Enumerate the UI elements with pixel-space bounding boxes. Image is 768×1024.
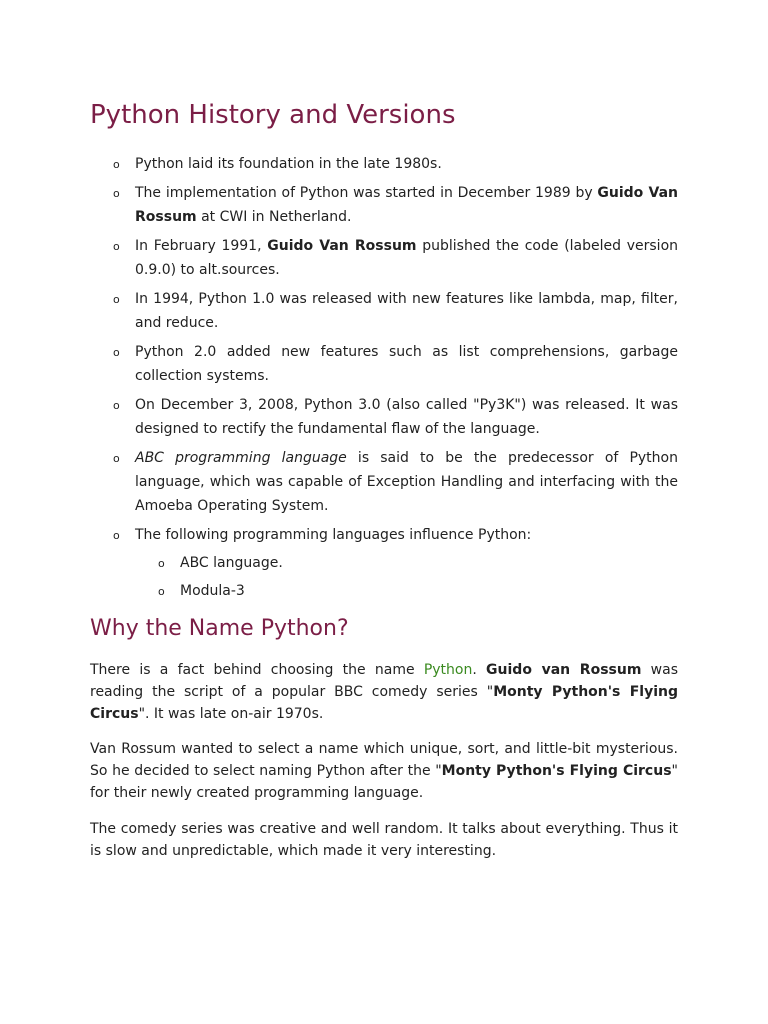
bullet-icon: o [113, 529, 120, 542]
para-text: There is a fact behind choosing the name [90, 662, 424, 678]
item-text-post: is said to be the predecessor of Python language, which was capable of Exception Handling and interfacing with the Amoeba Operating System. [135, 450, 678, 514]
bullet-icon: o [158, 557, 165, 570]
bullet-icon: o [158, 585, 165, 598]
list-item [90, 152, 678, 176]
bullet-icon: o [113, 240, 120, 253]
section-heading-history: Python History and Versions [90, 100, 456, 130]
paragraph-comedy: The comedy series was creative and well random. It talks about everything. Thus it is slow and unpredictable, which made it very interesting. [90, 821, 678, 859]
paragraph-name-choice [90, 738, 678, 804]
list-item [90, 287, 678, 335]
item-text: On December 3, 2008, Python 3.0 (also called "Py3K") was released. It was designed to rectify the fundamental flaw of the language. [135, 397, 678, 437]
bullet-icon: o [113, 158, 120, 171]
bullet-icon: o [113, 346, 120, 359]
bullet-icon: o [113, 187, 120, 200]
para-text: was reading the script of a popular BBC comedy series " [90, 662, 678, 700]
item-text-pre: In February 1991, [135, 238, 268, 254]
bullet-icon: o [113, 399, 120, 412]
item-text: In 1994, Python 1.0 was released with new features like lambda, map, filter, and reduce. [135, 291, 678, 331]
item-text-post: published the code (labeled version 0.9.0) to alt.sources. [135, 238, 679, 278]
para-text: Van Rossum wanted to select a name which unique, sort, and little-bit mysterious. So he decided to select naming Python after the " [90, 741, 678, 779]
paragraph-name-origin [90, 659, 678, 725]
para-bold: Guido van Rossum [486, 662, 642, 678]
section-heading-name: Why the Name Python? [90, 616, 349, 641]
bullet-icon: o [113, 293, 120, 306]
list-item [90, 181, 678, 229]
python-link[interactable]: Python [423, 662, 473, 678]
list-item [90, 340, 678, 388]
para-bold: Monty Python's Flying Circus [441, 763, 672, 779]
sub-item-text: Modula-3 [180, 583, 245, 599]
para-bold: Monty Python's Flying Circus [90, 684, 678, 722]
item-text-pre: The implementation of Python was started in December 1989 by [135, 185, 598, 201]
influence-sub-list [135, 551, 678, 603]
item-text: The following programming languages influence Python: [135, 527, 532, 543]
item-text-bold: Guido Van Rossum [135, 185, 678, 225]
sub-item-text: ABC language. [180, 555, 283, 571]
item-text-italic: ABC programming language [135, 450, 347, 466]
item-text-bold: Guido Van Rossum [267, 238, 417, 254]
item-text-post: at CWI in Netherland. [196, 209, 352, 225]
item-text: Python 2.0 added new features such as list comprehensions, garbage collection systems. [135, 344, 678, 384]
sub-list-item [135, 579, 678, 603]
history-list [90, 152, 678, 608]
item-text: Python laid its foundation in the late 1980s. [135, 156, 442, 172]
list-item [90, 234, 678, 282]
list-item [90, 393, 678, 441]
sub-list-item [135, 551, 678, 575]
list-item [90, 523, 678, 603]
para-text: . [472, 662, 487, 678]
para-text: " for their newly created programming language. [90, 763, 678, 801]
list-item [90, 446, 678, 518]
bullet-icon: o [113, 452, 120, 465]
para-text: ". It was late on-air 1970s. [138, 706, 324, 722]
